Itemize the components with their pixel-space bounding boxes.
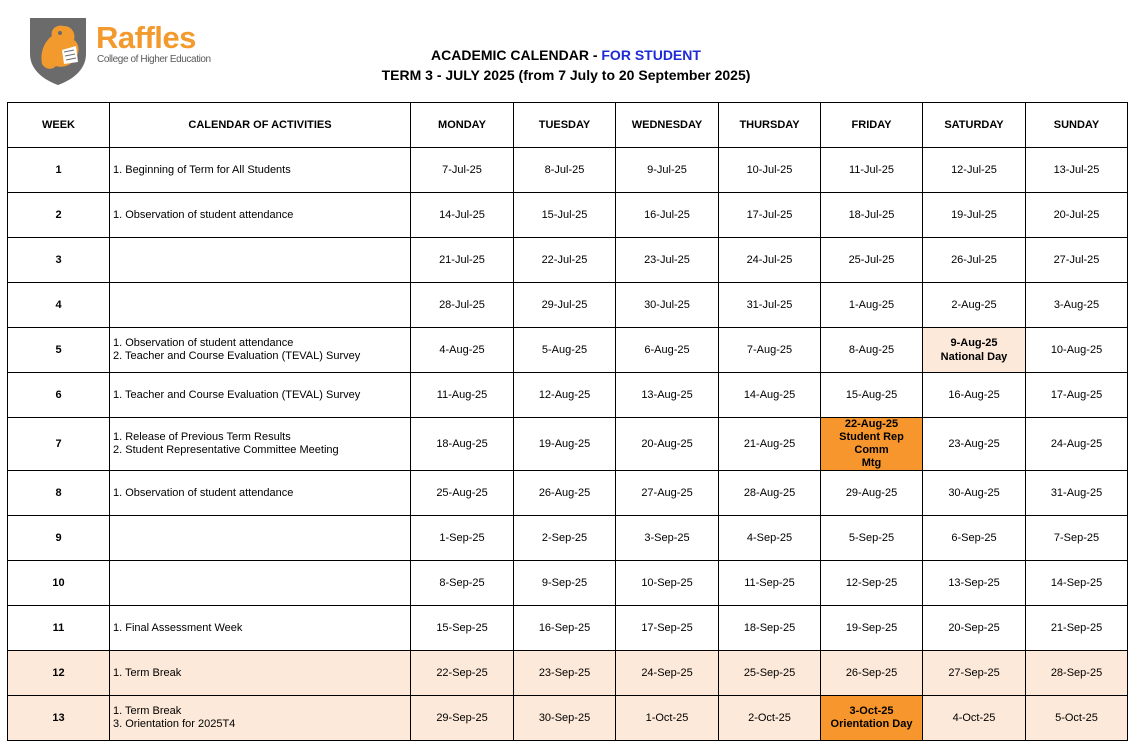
date-text: 25-Sep-25 <box>743 667 796 679</box>
activity-item: 1. Teacher and Course Evaluation (TEVAL) Survey <box>113 388 361 401</box>
date-text: 15-Sep-25 <box>436 622 488 634</box>
week-number: 3 <box>8 238 110 283</box>
date-cell-wednesday <box>616 418 719 471</box>
date-text: 21-Jul-25 <box>439 254 485 266</box>
date-cell-monday <box>411 193 514 238</box>
date-cell-sunday <box>1026 471 1128 516</box>
date-text: 20-Aug-25 <box>641 438 693 450</box>
date-text: 7-Aug-25 <box>746 344 793 356</box>
date-cell-sunday <box>1026 283 1128 328</box>
date-text: 2-Sep-25 <box>541 532 588 544</box>
title-highlight: FOR STUDENT <box>601 47 701 63</box>
date-text: 7-Sep-25 <box>1053 532 1100 544</box>
date-text: 13-Sep-25 <box>948 577 1000 589</box>
table-row <box>8 373 1128 418</box>
week-number: 7 <box>8 418 110 471</box>
table-row <box>8 651 1128 696</box>
activities-cell <box>110 148 411 193</box>
calendar-subtitle: TERM 3 - JULY 2025 (from 7 July to 20 September 2025) <box>381 67 751 83</box>
date-cell-tuesday <box>514 516 616 561</box>
date-cell-wednesday <box>616 238 719 283</box>
date-cell-thursday <box>719 696 821 741</box>
date-text: 23-Sep-25 <box>538 667 591 679</box>
table-row <box>8 328 1128 373</box>
date-cell-wednesday <box>616 283 719 328</box>
date-cell-monday <box>411 373 514 418</box>
activity-item: 3. Orientation for 2025T4 <box>113 718 236 730</box>
activities-cell <box>110 696 411 741</box>
date-text: 28-Aug-25 <box>743 487 796 499</box>
date-text: 19-Aug-25 <box>538 438 591 450</box>
activity-item: 1. Term Break <box>113 666 182 679</box>
date-text: 1-Oct-25 <box>645 712 689 724</box>
date-text: 19-Sep-25 <box>845 622 898 634</box>
date-cell-monday <box>411 561 514 606</box>
brand-subtitle: College of Higher Education <box>97 54 211 65</box>
date-cell-saturday <box>923 283 1026 328</box>
date-cell-sunday <box>1026 561 1128 606</box>
date-text: 25-Aug-25 <box>436 487 488 499</box>
date-text: 23-Aug-25 <box>948 438 1000 450</box>
date-cell-friday <box>821 561 923 606</box>
date-cell-friday <box>821 471 923 516</box>
date-cell-saturday <box>923 516 1026 561</box>
date-text: 11-Jul-25 <box>848 164 895 176</box>
date-cell-thursday <box>719 328 821 373</box>
week-number: 8 <box>8 471 110 516</box>
activity-item: 2. Student Representative Committee Meeting <box>113 444 339 456</box>
date-text: 29-Sep-25 <box>436 712 488 724</box>
activities-cell <box>110 193 411 238</box>
date-text: 30-Aug-25 <box>948 487 1000 499</box>
column-header-monday: MONDAY <box>411 103 514 148</box>
date-cell-saturday <box>923 193 1026 238</box>
week-number: 6 <box>8 373 110 418</box>
date-cell-saturday <box>923 696 1026 741</box>
date-text: 31-Aug-25 <box>1050 487 1103 499</box>
column-header-wednesday: WEDNESDAY <box>616 103 719 148</box>
activities-cell <box>110 283 411 328</box>
date-text: 22-Sep-25 <box>436 667 488 679</box>
date-text: 13-Jul-25 <box>1053 164 1100 176</box>
date-cell-wednesday <box>616 516 719 561</box>
date-cell-friday <box>821 328 923 373</box>
date-cell-tuesday <box>514 148 616 193</box>
date-cell-saturday <box>923 328 1026 373</box>
week-number: 5 <box>8 328 110 373</box>
date-cell-saturday <box>923 606 1026 651</box>
activity-item: 1. Observation of student attendance <box>113 208 294 221</box>
date-cell-tuesday <box>514 418 616 471</box>
date-cell-friday <box>821 696 923 741</box>
date-cell-wednesday <box>616 606 719 651</box>
table-header-row <box>8 103 1128 148</box>
date-text: 26-Jul-25 <box>951 254 997 266</box>
date-cell-sunday <box>1026 418 1128 471</box>
date-text: 27-Jul-25 <box>1053 254 1100 266</box>
academic-calendar-table <box>7 102 1128 741</box>
date-cell-wednesday <box>616 471 719 516</box>
date-text: Orientation Day <box>830 718 913 730</box>
date-text: 17-Jul-25 <box>746 209 793 221</box>
date-text: 10-Jul-25 <box>746 164 793 176</box>
date-text: 29-Jul-25 <box>541 299 588 311</box>
date-cell-saturday <box>923 418 1026 471</box>
date-text: 15-Aug-25 <box>845 389 898 401</box>
date-cell-sunday <box>1026 516 1128 561</box>
title-prefix: ACADEMIC CALENDAR - <box>431 47 602 63</box>
date-cell-wednesday <box>616 696 719 741</box>
date-cell-thursday <box>719 283 821 328</box>
date-text: 9-Aug-25 <box>950 337 998 349</box>
activity-item: 1. Observation of student attendance <box>113 486 294 499</box>
date-text: 16-Jul-25 <box>644 209 690 221</box>
week-number: 2 <box>8 193 110 238</box>
date-cell-monday <box>411 283 514 328</box>
date-cell-tuesday <box>514 373 616 418</box>
date-cell-sunday <box>1026 328 1128 373</box>
date-cell-saturday <box>923 148 1026 193</box>
date-text: 3-Sep-25 <box>644 532 690 544</box>
date-text: 13-Aug-25 <box>641 389 693 401</box>
date-cell-monday <box>411 606 514 651</box>
date-text: 12-Sep-25 <box>845 577 898 589</box>
week-number: 10 <box>8 561 110 606</box>
date-text: 26-Sep-25 <box>845 667 898 679</box>
date-cell-tuesday <box>514 651 616 696</box>
date-cell-monday <box>411 238 514 283</box>
week-number: 11 <box>8 606 110 651</box>
week-number: 13 <box>8 696 110 741</box>
date-text: 3-Oct-25 <box>849 705 894 717</box>
date-text: 5-Aug-25 <box>541 344 588 356</box>
date-text: 23-Jul-25 <box>644 254 690 266</box>
date-text: 30-Sep-25 <box>538 712 591 724</box>
date-cell-friday <box>821 148 923 193</box>
activities-cell <box>110 328 411 373</box>
date-text: 28-Sep-25 <box>1050 667 1103 679</box>
date-text: 8-Jul-25 <box>544 164 585 176</box>
date-cell-thursday <box>719 561 821 606</box>
table-row <box>8 283 1128 328</box>
table-row <box>8 561 1128 606</box>
date-cell-thursday <box>719 148 821 193</box>
column-header-activities: CALENDAR OF ACTIVITIES <box>110 103 411 148</box>
brand-name: Raffles <box>96 20 196 55</box>
date-cell-saturday <box>923 471 1026 516</box>
date-text: 7-Jul-25 <box>442 164 482 176</box>
date-text: 18-Aug-25 <box>436 438 488 450</box>
date-cell-monday <box>411 651 514 696</box>
week-number: 1 <box>8 148 110 193</box>
date-cell-thursday <box>719 651 821 696</box>
date-cell-friday <box>821 418 923 471</box>
date-text: 25-Jul-25 <box>848 254 895 266</box>
date-cell-wednesday <box>616 373 719 418</box>
week-number: 4 <box>8 283 110 328</box>
date-cell-thursday <box>719 193 821 238</box>
date-text: 4-Oct-25 <box>952 712 996 724</box>
date-text: 10-Sep-25 <box>641 577 693 589</box>
date-text: 26-Aug-25 <box>538 487 591 499</box>
date-cell-friday <box>821 193 923 238</box>
column-header-tuesday: TUESDAY <box>514 103 616 148</box>
column-header-sunday: SUNDAY <box>1026 103 1128 148</box>
date-cell-sunday <box>1026 148 1128 193</box>
date-cell-monday <box>411 148 514 193</box>
date-text: 4-Sep-25 <box>746 532 793 544</box>
date-text: 14-Sep-25 <box>1050 577 1103 589</box>
date-text: 18-Jul-25 <box>848 209 895 221</box>
table-row <box>8 606 1128 651</box>
table-row <box>8 418 1128 471</box>
date-text: 21-Aug-25 <box>743 438 796 450</box>
activity-item: 1. Final Assessment Week <box>113 621 243 634</box>
table-row <box>8 148 1128 193</box>
activities-cell <box>110 516 411 561</box>
date-cell-thursday <box>719 606 821 651</box>
date-cell-friday <box>821 651 923 696</box>
date-text: 8-Aug-25 <box>848 344 895 356</box>
date-cell-tuesday <box>514 561 616 606</box>
week-number: 12 <box>8 651 110 696</box>
date-cell-friday <box>821 373 923 418</box>
activities-cell <box>110 651 411 696</box>
date-cell-friday <box>821 516 923 561</box>
date-text: 6-Aug-25 <box>644 344 690 356</box>
date-text: 27-Aug-25 <box>641 487 693 499</box>
date-text: 18-Sep-25 <box>743 622 796 634</box>
column-header-saturday: SATURDAY <box>923 103 1026 148</box>
activities-cell <box>110 373 411 418</box>
date-text: 29-Aug-25 <box>845 487 898 499</box>
date-text: 2-Oct-25 <box>748 712 791 724</box>
date-cell-tuesday <box>514 606 616 651</box>
date-text: 24-Aug-25 <box>1050 438 1103 450</box>
date-text: 6-Sep-25 <box>951 532 997 544</box>
date-cell-wednesday <box>616 148 719 193</box>
date-cell-saturday <box>923 238 1026 283</box>
date-text: 12-Jul-25 <box>951 164 997 176</box>
column-header-week: WEEK <box>8 103 110 148</box>
date-cell-wednesday <box>616 561 719 606</box>
date-text: 28-Jul-25 <box>439 299 485 311</box>
date-text: 10-Aug-25 <box>1050 344 1103 356</box>
date-cell-saturday <box>923 561 1026 606</box>
activity-item: 1. Release of Previous Term Results <box>113 431 291 443</box>
table-row <box>8 193 1128 238</box>
date-text: 31-Jul-25 <box>746 299 793 311</box>
activity-item: 1. Beginning of Term for All Students <box>113 163 291 176</box>
date-text: 1-Sep-25 <box>439 532 485 544</box>
date-text: 16-Aug-25 <box>948 389 1000 401</box>
activities-cell <box>110 561 411 606</box>
date-text: Mtg <box>861 457 882 469</box>
date-text: 3-Aug-25 <box>1053 299 1100 311</box>
date-text: 14-Jul-25 <box>439 209 485 221</box>
date-text: 11-Sep-25 <box>744 577 795 589</box>
date-text: 11-Aug-25 <box>436 389 488 401</box>
date-cell-saturday <box>923 373 1026 418</box>
date-cell-thursday <box>719 516 821 561</box>
date-text: 22-Aug-25 <box>844 418 899 430</box>
date-cell-monday <box>411 418 514 471</box>
date-cell-friday <box>821 606 923 651</box>
date-text: 20-Jul-25 <box>1053 209 1100 221</box>
date-text: 22-Jul-25 <box>541 254 588 266</box>
date-text: 20-Sep-25 <box>948 622 1000 634</box>
activity-item: 1. Term Break <box>113 705 182 717</box>
activities-cell <box>110 471 411 516</box>
date-cell-sunday <box>1026 651 1128 696</box>
date-cell-tuesday <box>514 471 616 516</box>
column-header-thursday: THURSDAY <box>719 103 821 148</box>
table-row <box>8 238 1128 283</box>
date-cell-tuesday <box>514 696 616 741</box>
date-text: 14-Aug-25 <box>743 389 796 401</box>
date-cell-thursday <box>719 471 821 516</box>
table-row <box>8 471 1128 516</box>
date-cell-thursday <box>719 418 821 471</box>
date-cell-thursday <box>719 238 821 283</box>
date-cell-friday <box>821 283 923 328</box>
date-cell-wednesday <box>616 193 719 238</box>
activities-cell <box>110 606 411 651</box>
date-text: 21-Sep-25 <box>1050 622 1103 634</box>
date-text: 30-Jul-25 <box>644 299 690 311</box>
date-text: 17-Aug-25 <box>1050 389 1103 401</box>
date-text: 17-Sep-25 <box>641 622 693 634</box>
date-text: 12-Aug-25 <box>538 389 591 401</box>
date-text: 9-Sep-25 <box>541 577 588 589</box>
date-text: 4-Aug-25 <box>439 344 485 356</box>
date-cell-saturday <box>923 651 1026 696</box>
date-cell-monday <box>411 328 514 373</box>
date-text: 5-Sep-25 <box>848 532 895 544</box>
activities-cell <box>110 238 411 283</box>
date-text: 1-Aug-25 <box>848 299 895 311</box>
date-cell-monday <box>411 696 514 741</box>
calendar-title <box>0 47 1132 63</box>
date-cell-sunday <box>1026 238 1128 283</box>
date-cell-friday <box>821 238 923 283</box>
date-text: Student Rep Comm <box>839 431 904 456</box>
column-header-friday: FRIDAY <box>821 103 923 148</box>
date-text: 16-Sep-25 <box>538 622 591 634</box>
activity-item: 2. Teacher and Course Evaluation (TEVAL) Survey <box>113 350 361 362</box>
date-cell-monday <box>411 516 514 561</box>
date-text: 15-Jul-25 <box>541 209 588 221</box>
date-cell-sunday <box>1026 606 1128 651</box>
date-cell-tuesday <box>514 328 616 373</box>
date-cell-wednesday <box>616 651 719 696</box>
date-cell-wednesday <box>616 328 719 373</box>
table-row <box>8 696 1128 741</box>
date-text: 24-Jul-25 <box>746 254 793 266</box>
date-cell-tuesday <box>514 193 616 238</box>
date-text: 9-Jul-25 <box>647 164 687 176</box>
date-cell-monday <box>411 471 514 516</box>
date-cell-sunday <box>1026 373 1128 418</box>
date-cell-sunday <box>1026 696 1128 741</box>
date-cell-thursday <box>719 373 821 418</box>
date-text: 8-Sep-25 <box>439 577 485 589</box>
date-text: 19-Jul-25 <box>951 209 997 221</box>
activities-cell <box>110 418 411 471</box>
week-number: 9 <box>8 516 110 561</box>
date-text: 2-Aug-25 <box>951 299 997 311</box>
table-row <box>8 516 1128 561</box>
date-text: 24-Sep-25 <box>641 667 693 679</box>
date-cell-tuesday <box>514 238 616 283</box>
date-cell-tuesday <box>514 283 616 328</box>
activity-item: 1. Observation of student attendance <box>113 337 294 349</box>
date-cell-sunday <box>1026 193 1128 238</box>
date-text: 27-Sep-25 <box>948 667 1000 679</box>
date-text: National Day <box>940 351 1008 363</box>
date-text: 5-Oct-25 <box>1055 712 1098 724</box>
